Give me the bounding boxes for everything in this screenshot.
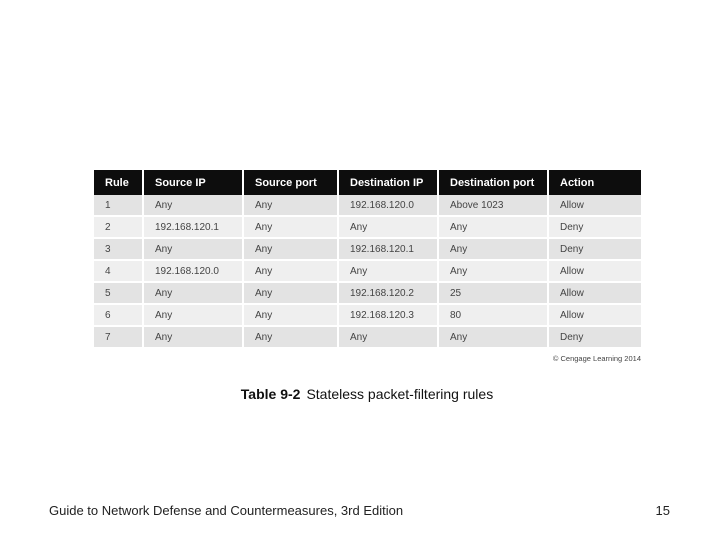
cell-action: Allow [549, 261, 641, 283]
cell-destination-ip: Any [339, 261, 439, 283]
cell-destination-port: Any [439, 327, 549, 349]
cell-source-ip: 192.168.120.0 [144, 261, 244, 283]
cell-source-port: Any [244, 305, 339, 327]
cell-source-ip: Any [144, 195, 244, 217]
cell-rule: 6 [94, 305, 144, 327]
cell-rule: 5 [94, 283, 144, 305]
cell-destination-port: Any [439, 217, 549, 239]
cell-source-port: Any [244, 195, 339, 217]
cell-destination-port: Any [439, 261, 549, 283]
cell-destination-ip: 192.168.120.3 [339, 305, 439, 327]
header-rule: Rule [94, 170, 144, 195]
cell-source-port: Any [244, 327, 339, 349]
cell-action: Allow [549, 305, 641, 327]
header-source-port: Source port [244, 170, 339, 195]
cell-source-port: Any [244, 261, 339, 283]
cell-rule: 4 [94, 261, 144, 283]
cell-source-ip: Any [144, 283, 244, 305]
cell-rule: 7 [94, 327, 144, 349]
cell-source-port: Any [244, 217, 339, 239]
cell-destination-ip: Any [339, 327, 439, 349]
table-row [94, 283, 641, 305]
cell-source-ip: Any [144, 327, 244, 349]
cell-destination-ip: 192.168.120.2 [339, 283, 439, 305]
cell-source-ip: 192.168.120.1 [144, 217, 244, 239]
cell-source-ip: Any [144, 305, 244, 327]
header-destination-port: Destination port [439, 170, 549, 195]
table-row [94, 217, 641, 239]
table-row [94, 239, 641, 261]
caption-text: Stateless packet-filtering rules [306, 386, 494, 402]
cell-destination-ip: Any [339, 217, 439, 239]
cell-action: Allow [549, 283, 641, 305]
table-header-row [94, 170, 641, 195]
rules-table [94, 170, 641, 349]
cell-action: Deny [549, 327, 641, 349]
cell-destination-port: Any [439, 239, 549, 261]
footer-book-title: Guide to Network Defense and Countermeasures, 3rd Edition [49, 503, 404, 518]
cell-action: Deny [549, 239, 641, 261]
cell-source-port: Any [244, 239, 339, 261]
cell-source-ip: Any [144, 239, 244, 261]
header-destination-ip: Destination IP [339, 170, 439, 195]
cell-destination-ip: 192.168.120.0 [339, 195, 439, 217]
cell-rule: 1 [94, 195, 144, 217]
header-action: Action [549, 170, 641, 195]
cell-rule: 2 [94, 217, 144, 239]
table-row [94, 305, 641, 327]
cell-action: Deny [549, 217, 641, 239]
cell-rule: 3 [94, 239, 144, 261]
table-row [94, 327, 641, 349]
cell-action: Allow [549, 195, 641, 217]
cell-destination-port: 25 [439, 283, 549, 305]
table-caption [0, 386, 720, 402]
header-source-ip: Source IP [144, 170, 244, 195]
cell-destination-ip: 192.168.120.1 [339, 239, 439, 261]
caption-number: Table 9-2 [240, 386, 301, 402]
table-row [94, 195, 641, 217]
cell-destination-port: Above 1023 [439, 195, 549, 217]
page-number: 15 [655, 503, 670, 518]
table-row [94, 261, 641, 283]
cell-source-port: Any [244, 283, 339, 305]
copyright-credit: © Cengage Learning 2014 [552, 354, 641, 363]
cell-destination-port: 80 [439, 305, 549, 327]
